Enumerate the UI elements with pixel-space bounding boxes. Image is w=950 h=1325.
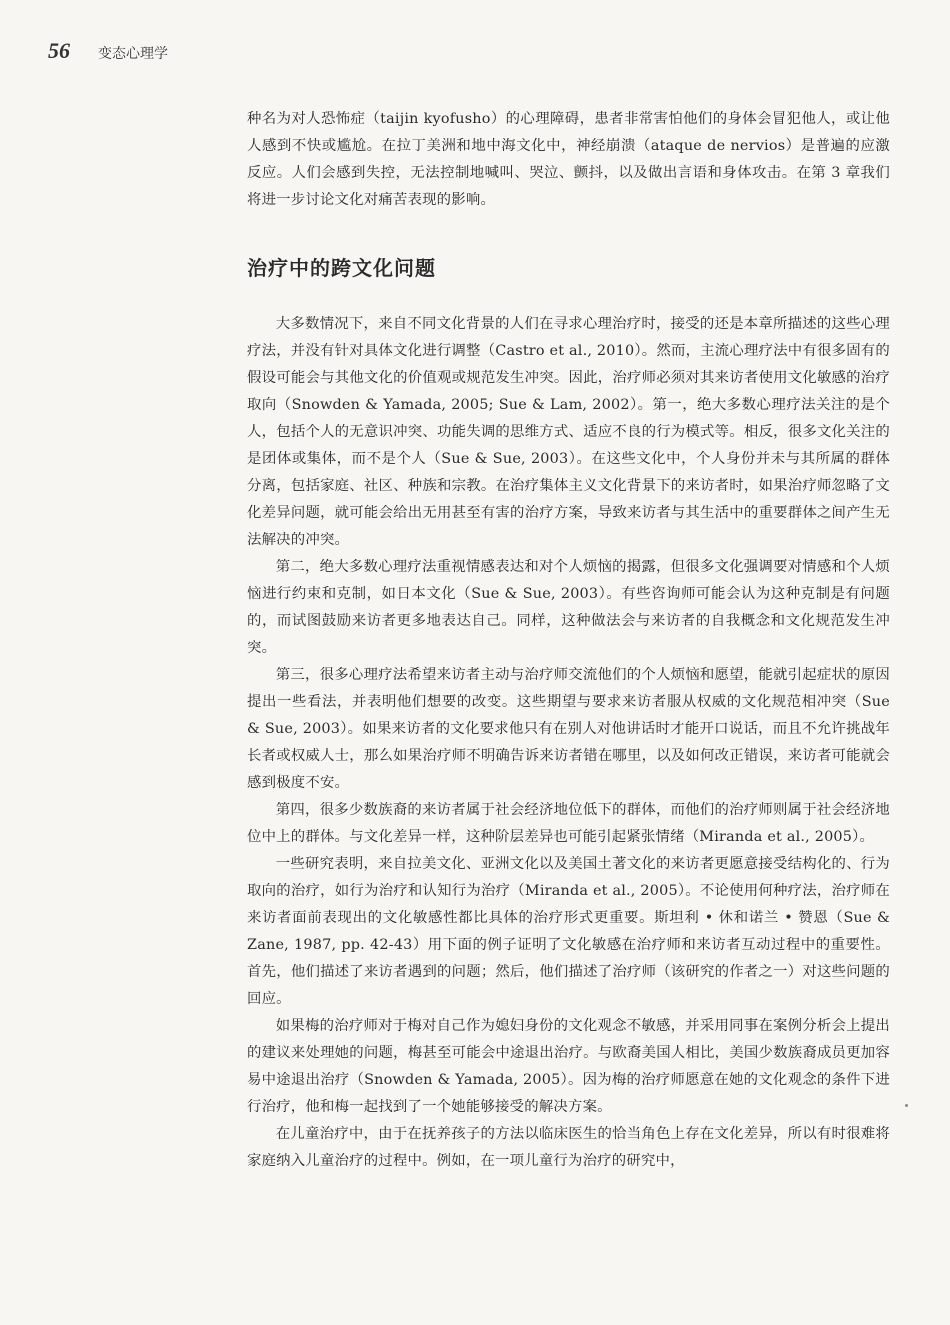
page-body <box>247 106 890 1175</box>
margin-dot <box>905 1104 908 1107</box>
page-header <box>48 38 168 64</box>
body-paragraph: 大多数情况下，来自不同文化背景的人们在寻求心理治疗时，接受的还是本章所描述的这些心理疗法，并没有针对具体文化进行调整（Castro et al., 2010）。然而，主流心理疗法中有很多固有的假设可能会与其他文化的价值观或规范发生冲突。因此，治疗师必须对其来访者使用文化敏感的治疗取向（Snowden & Yamada, 2005; Sue & Lam, 2002）。第一，绝大多数心理疗法关注的是个人，包括个人的无意识冲突、功能失调的思维方式、适应不良的行为模式等。相反，很多文化关注的是团体或集体，而不是个人（Sue & Sue, 2003）。在这些文化中，个人身份并未与其所属的群体分离，包括家庭、社区、种族和宗教。在治疗集体主义文化背景下的来访者时，如果治疗师忽略了文化差异问题，就可能会给出无用甚至有害的治疗方案，导致来访者与其生活中的重要群体之间产生无法解决的冲突。 <box>247 316 890 548</box>
body-paragraph: 第四，很多少数族裔的来访者属于社会经济地位低下的群体，而他们的治疗师则属于社会经济地位中上的群体。与文化差异一样，这种阶层差异也可能引起紧张情绪（Miranda et al., 2005）。 <box>247 802 890 845</box>
body-paragraph: 第三，很多心理疗法希望来访者主动与治疗师交流他们的个人烦恼和愿望，能就引起症状的原因提出一些看法，并表明他们想要的改变。这些期望与要求来访者服从权威的文化规范相冲突（Sue & Sue, 2003）。如果来访者的文化要求他只有在别人对他讲话时才能开口说话，而且不允许挑战年长者或权威人士，那么如果治疗师不明确告诉来访者错在哪里，以及如何改正错误，来访者可能就会感到极度不安。 <box>247 667 890 791</box>
running-title: 变态心理学 <box>98 46 168 62</box>
body-paragraph: 一些研究表明，来自拉美文化、亚洲文化以及美国土著文化的来访者更愿意接受结构化的、行为取向的治疗，如行为治疗和认知行为治疗（Miranda et al., 2005）。不论使用何种疗法，治疗师在来访者面前表现出的文化敏感性都比具体的治疗形式更重要。斯坦利 • 休和诺兰 • 赞恩（Sue & Zane, 1987, pp. 42-43）用下面的例子证明了文化敏感在治疗师和来访者互动过程中的重要性。首先，他们描述了来访者遇到的问题；然后，他们描述了治疗师（该研究的作者之一）对这些问题的回应。 <box>247 856 890 1007</box>
page-number: 56 <box>48 38 70 63</box>
section-heading: 治疗中的跨文化问题 <box>247 256 436 280</box>
intro-paragraph: 种名为对人恐怖症（taijin kyofusho）的心理障碍，患者非常害怕他们的身体会冒犯他人，或让他人感到不快或尴尬。在拉丁美洲和地中海文化中，神经崩溃（ataque de nervios）是普遍的应激反应。人们会感到失控，无法控制地喊叫、哭泣、颤抖，以及做出言语和身体攻击。在第 3 章我们将进一步讨论文化对痛苦表现的影响。 <box>247 111 890 208</box>
body-paragraph: 在儿童治疗中，由于在抚养孩子的方法以临床医生的恰当角色上存在文化差异，所以有时很难将家庭纳入儿童治疗的过程中。例如，在一项儿童行为治疗的研究中， <box>247 1126 890 1169</box>
body-paragraph: 第二，绝大多数心理疗法重视情感表达和对个人烦恼的揭露，但很多文化强调要对情感和个人烦恼进行约束和克制，如日本文化（Sue & Sue, 2003）。有些咨询师可能会认为这种克制是有问题的，而试图鼓励来访者更多地表达自己。同样，这种做法会与来访者的自我概念和文化规范发生冲突。 <box>247 559 890 656</box>
body-paragraph: 如果梅的治疗师对于梅对自己作为媳妇身份的文化观念不敏感，并采用同事在案例分析会上提出的建议来处理她的问题，梅甚至可能会中途退出治疗。与欧裔美国人相比，美国少数族裔成员更加容易中途退出治疗（Snowden & Yamada, 2005）。因为梅的治疗师愿意在她的文化观念的条件下进行治疗，他和梅一起找到了一个她能够接受的解决方案。 <box>247 1018 890 1115</box>
